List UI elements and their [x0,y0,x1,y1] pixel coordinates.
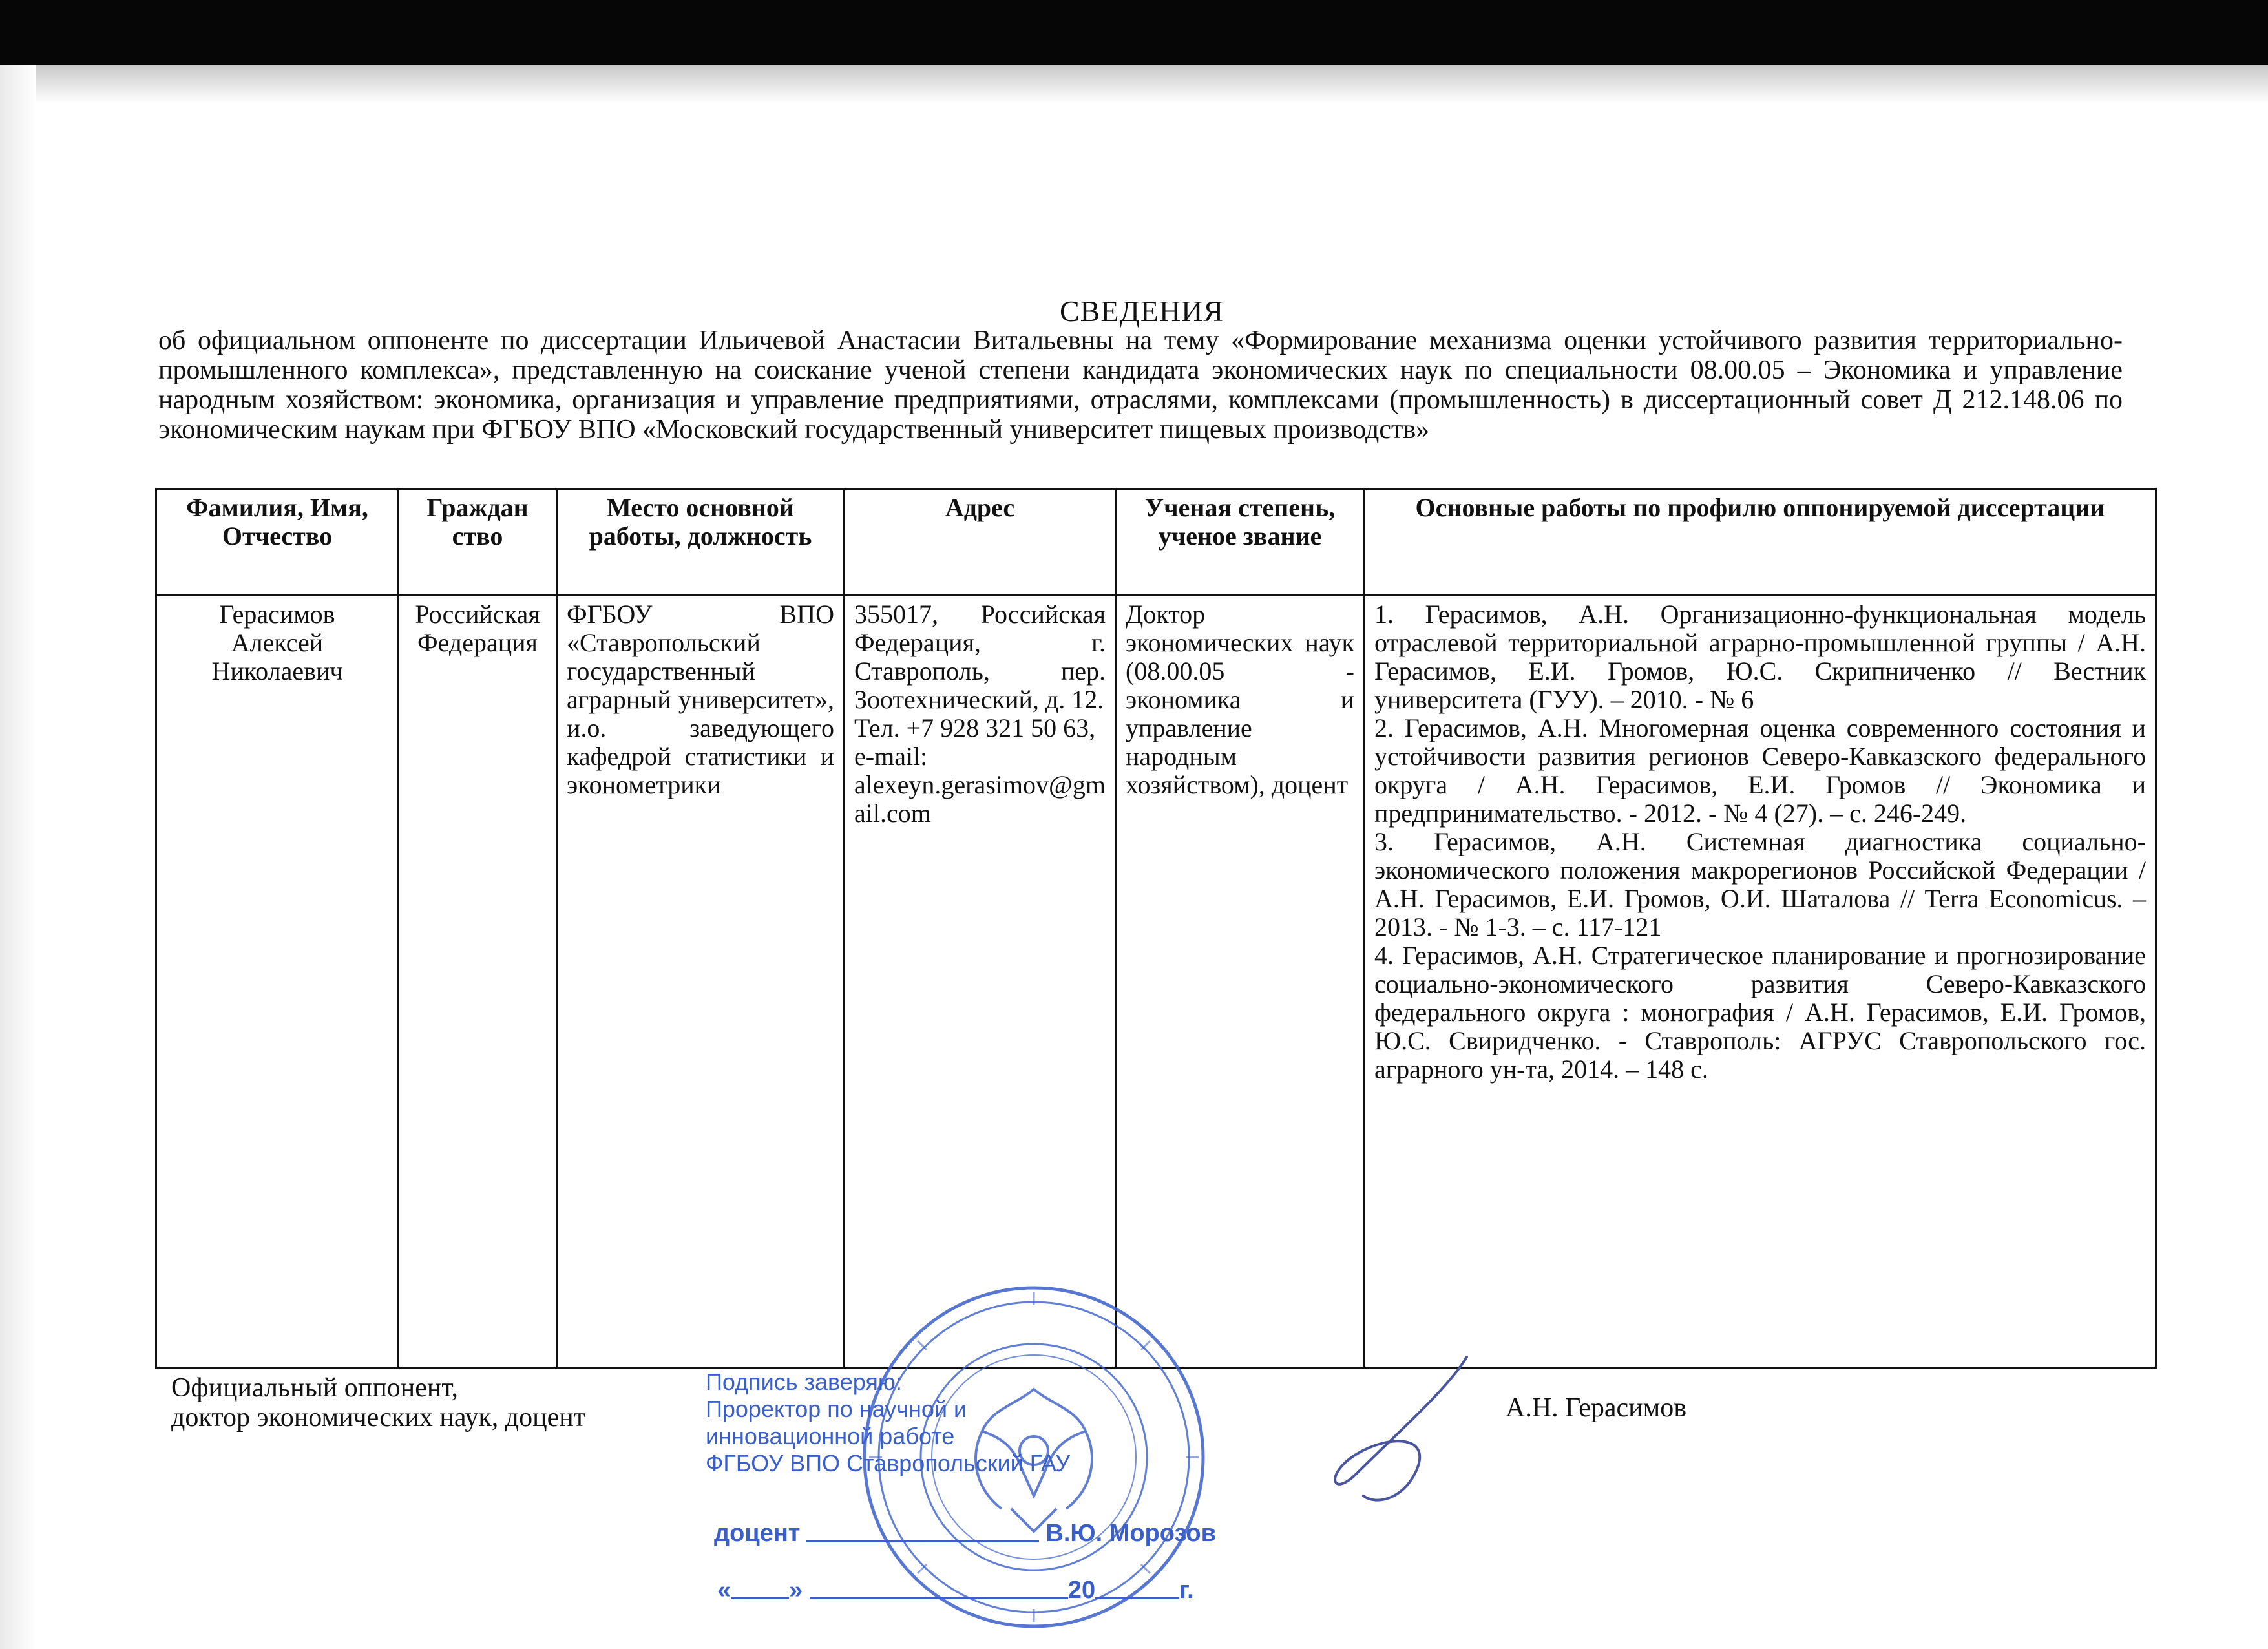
address-phone: Тел. +7 928 321 50 63, [854,713,1096,742]
stamp-line-3: инновационной работе [706,1423,955,1449]
header-workplace: Место основной работы, должность [557,489,845,596]
date-suffix: г. [1179,1577,1194,1604]
stamp-line-2: Проректор по научной и [706,1396,967,1422]
docent-name: В.Ю. Морозов [1045,1520,1216,1547]
date-close-quote: » [789,1577,803,1604]
address-email: alexeyn.gerasimov@gmail.com [854,770,1106,828]
year-rule [1095,1597,1179,1599]
opponent-signature-block [171,1373,585,1433]
work-item-4: 4. Герасимов, А.Н. Стратегическое планирование и прогнозирование социально-экономического развития Северо-Кавказского федерального округа : монография / А.Н. Герасимов, Е.И. Громов, Ю.С. Свиридченко. - Ставрополь: АГРУС Ставропольского гос. аграрного ун-та, 2014. – 148 с. [1374,941,2146,1084]
scan-left-shadow [0,65,36,1649]
opponent-title-line-1: Официальный оппонент, [171,1373,459,1403]
work-item-3: 3. Герасимов, А.Н. Системная диагностика социально-экономического положения макрорегионов Российской Федерации / А.Н. Герасимов, Е.И. Громов, О.И. Шаталова // Terra Economicus. – 2013. - № 1-3. – с. 117-121 [1374,827,2146,941]
date-line [717,1577,1194,1604]
stamp-line-1: Подпись заверяю: [706,1369,902,1395]
docent-signature-line [714,1520,1216,1548]
date-open-quote: « [717,1577,731,1604]
docent-label: доцент [714,1520,801,1547]
document-heading: СВЕДЕНИЯ [1060,295,1224,328]
citizenship-line-2: Федерация [417,628,538,657]
citizenship-line-1: Российская [415,600,540,629]
address-text: 355017, Российская Федерация, г. Ставрополь, пер. Зоотехнический, д. 12. [854,600,1106,714]
table-row [156,596,2156,1368]
cell-degree: Доктор экономических наук (08.00.05 - экономика и управление народным хозяйством), доцент [1116,596,1365,1368]
handwritten-signature [1318,1344,1512,1512]
date-year: 20 [1067,1577,1096,1604]
work-item-2: 2. Герасимов, А.Н. Многомерная оценка современного состояния и устойчивости развития регионов Северо-Кавказского федерального округа / А.Н. Герасимов, Е.И. Громов // Экономика и предпринимательство. - 2012. - № 4 (27). – с. 246-249. [1374,713,2146,828]
work-item-1: 1. Герасимов, А.Н. Организационно-функциональная модель отраслевой территориальной аграрно-промышленной группы / А.Н. Герасимов, Е.И. Громов, Ю.С. Скрипниченко // Вестник университета (ГУУ). – 2010. - № 6 [1374,600,2146,714]
day-rule [731,1597,789,1599]
signature-rule [806,1540,1039,1542]
opponent-name: А.Н. Герасимов [1506,1393,1687,1423]
table-header-row [156,489,2156,596]
address-email-label: e-mail: [854,742,928,771]
surname: Герасимов [219,600,335,629]
patronymic: Николаевич [211,656,343,686]
cell-name [156,596,399,1368]
cell-works [1365,596,2156,1368]
scan-top-border [0,0,2268,65]
header-citizenship: Граждан ство [399,489,557,596]
cell-address [845,596,1116,1368]
cell-citizenship [399,596,557,1368]
header-address: Адрес [845,489,1116,596]
header-works: Основные работы по профилю оппонируемой диссертации [1365,489,2156,596]
document-intro: об официальном оппоненте по диссертации Ильичевой Анастасии Витальевны на тему «Формирование механизма оценки устойчивого развития территориально-промышленного комплекса», представленную на соискание ученой степени кандидата экономических наук по специальности 08.00.05 – Экономика и управление народным хозяйством: экономика, организация и управление предприятиями, отраслями, комплексами (промышленность) в диссертационный совет Д 212.148.06 по экономическим наукам при ФГБОУ ВПО «Московский государственный университет пищевых производств» [158,326,2123,445]
first-name: Алексей [231,628,324,657]
header-degree: Ученая степень, ученое звание [1116,489,1365,596]
stamp-line-4: ФГБОУ ВПО Ставропольский ГАУ [706,1450,1071,1476]
month-rule [810,1597,1068,1599]
scan-shadow [0,65,2268,103]
certification-stamp [706,1369,1070,1477]
opponent-title-line-2: доктор экономических наук, доцент [171,1403,586,1433]
header-name: Фамилия, Имя, Отчество [156,489,399,596]
cell-workplace: ФГБОУ ВПО «Ставропольский государственный аграрный университет», и.о. заведующего кафедрой статистики и эконометрики [557,596,845,1368]
opponent-table [155,488,2157,1369]
